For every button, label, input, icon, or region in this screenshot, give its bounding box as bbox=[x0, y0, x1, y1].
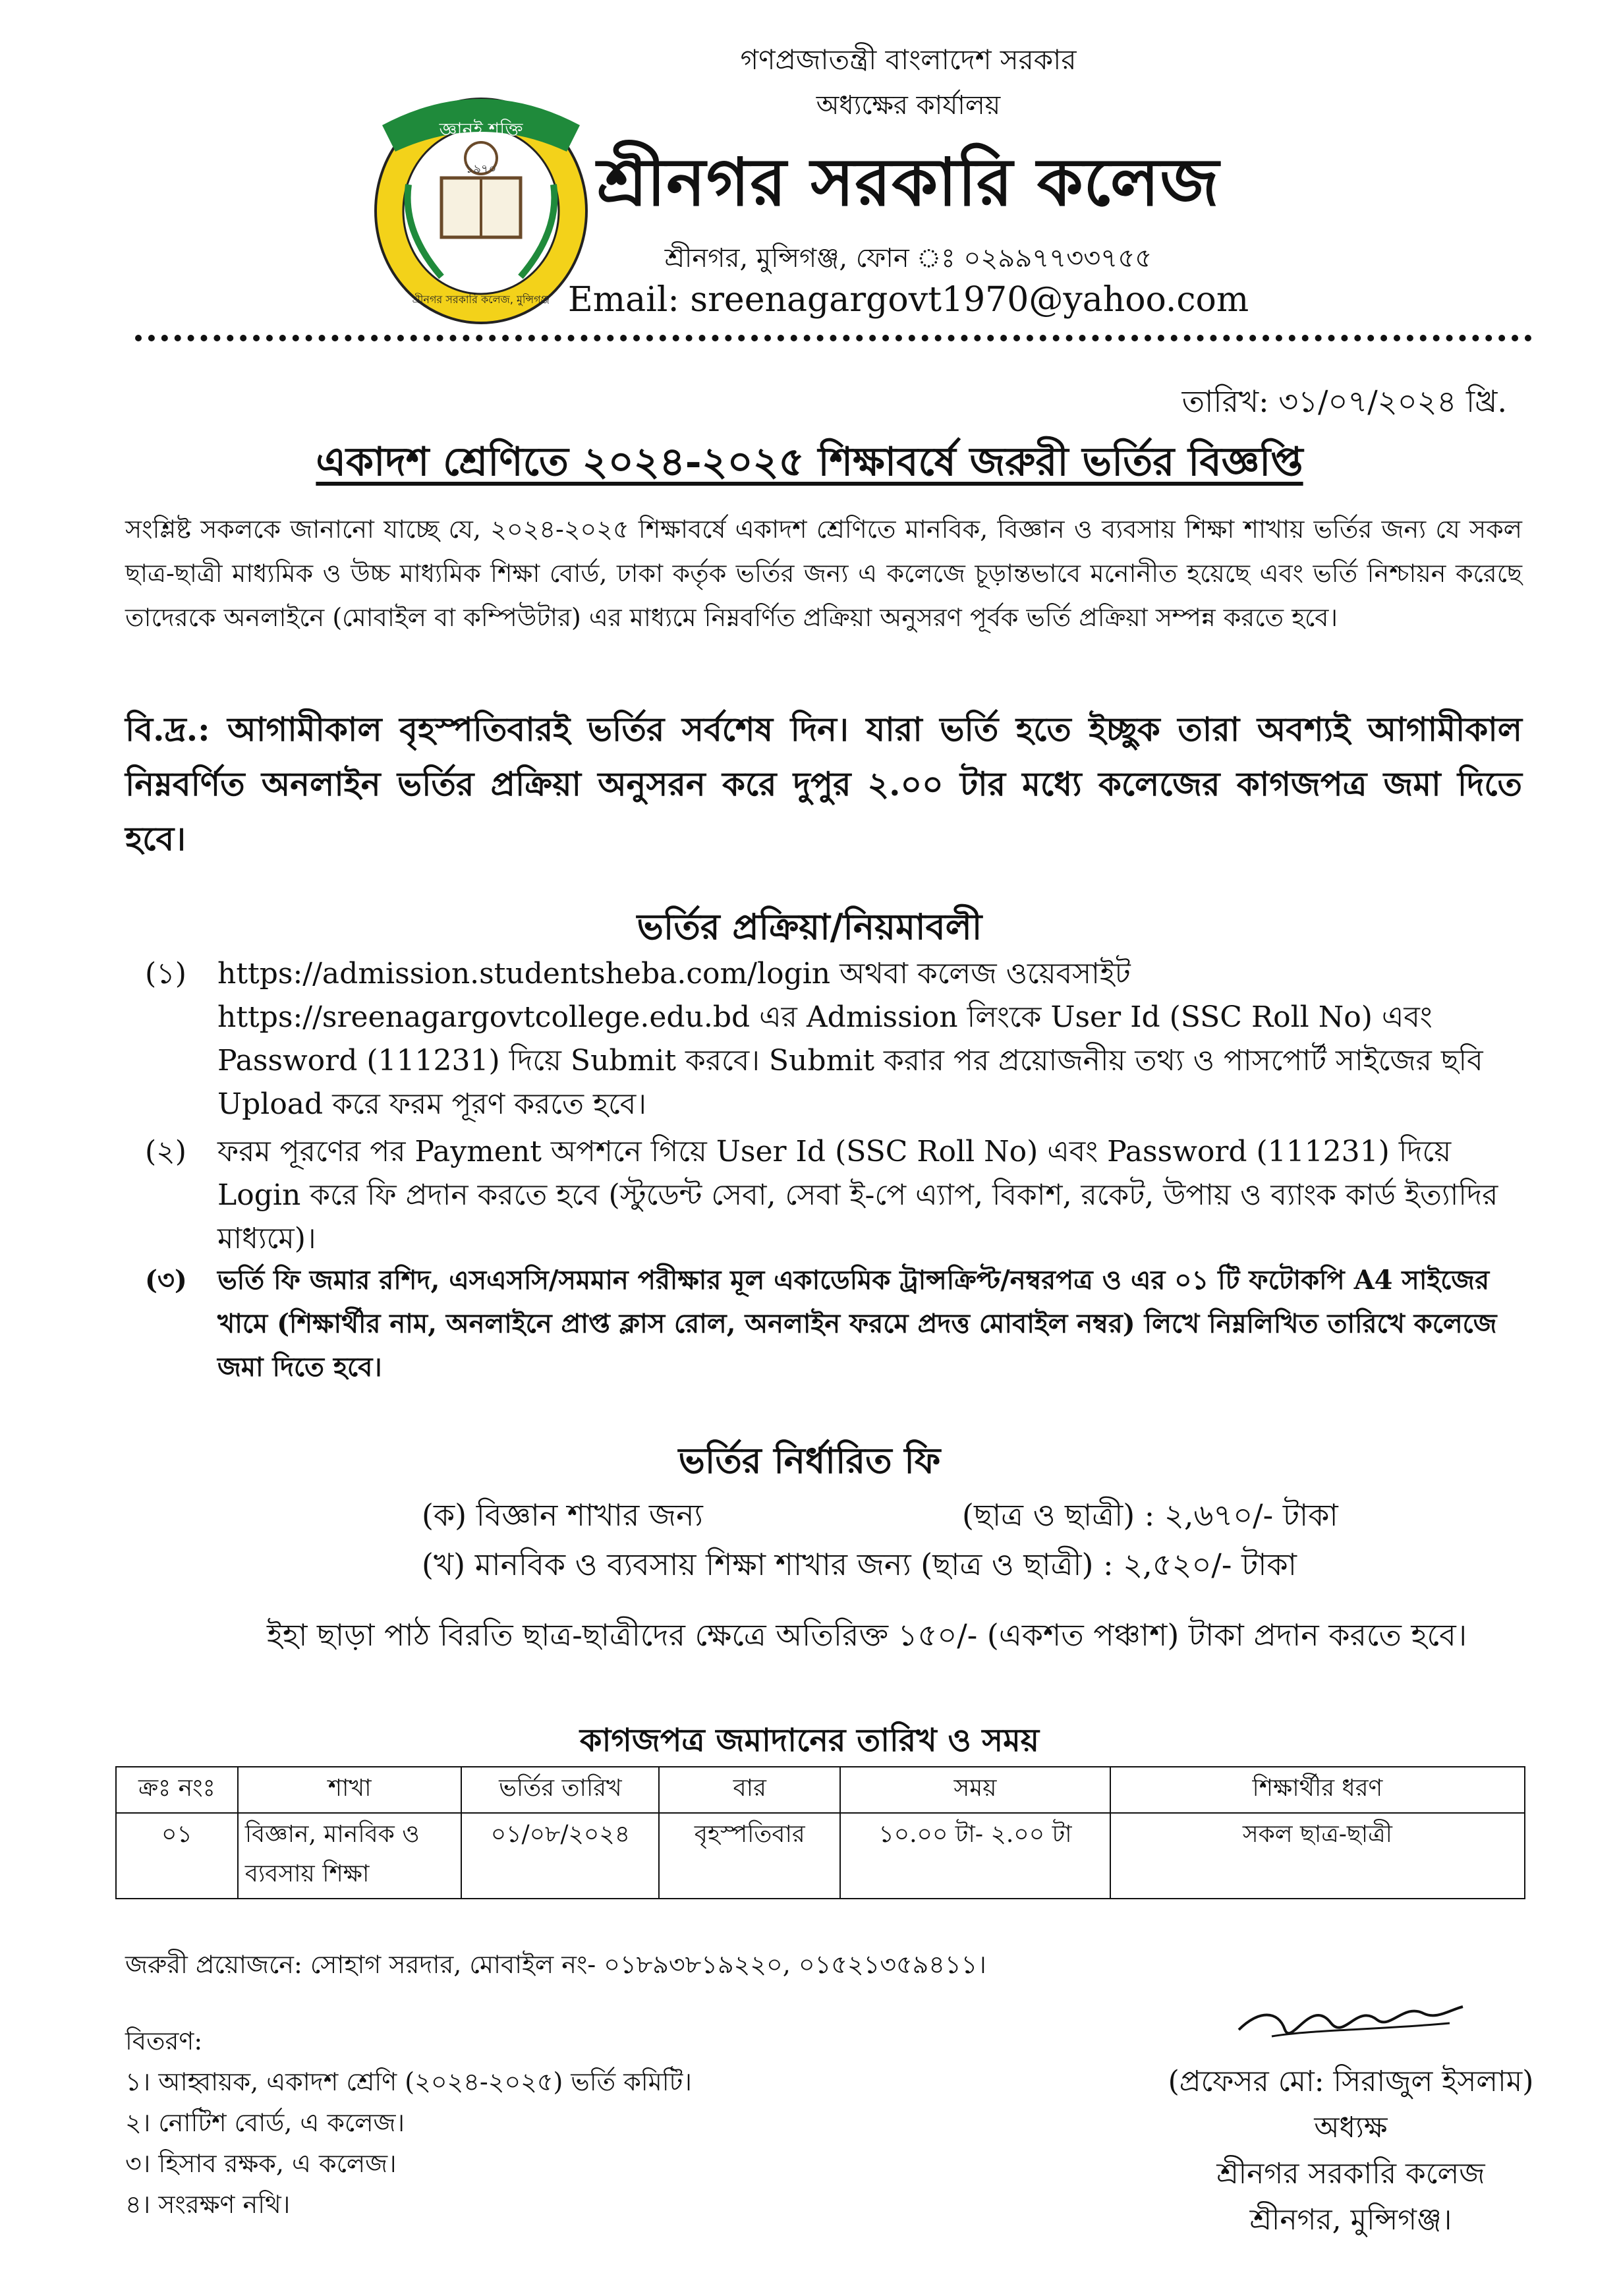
svg-text:১৯৭০: ১৯৭০ bbox=[465, 162, 497, 176]
table-cell: ১০.০০ টা- ২.০০ টা bbox=[840, 1813, 1110, 1899]
notice-date: তারিখ: ৩১/০৭/২০২৪ খ্রি. bbox=[1181, 384, 1507, 419]
step-text: ভর্তি ফি জমার রশিদ, এসএসসি/সমমান পরীক্ষার মূল একাডেমিক ট্রান্সক্রিপ্ট/নম্বরপত্র ও এর ০১ টি ফটোকপি A4 সাইজের খামে (শিক্ষার্থীর নাম, অনলাইনে প্রাপ্ত ক্লাস রোল, অনলাইন ফরমে প্রদত্ত মোবাইল নম্বর) লিখে নিম্নলিখিত তারিখে কলেজে জমা দিতে হবে। bbox=[217, 1265, 1497, 1383]
distribution-item: ২। নোটিশ বোর্ড, এ কলেজ। bbox=[125, 2108, 405, 2137]
important-note: বি.দ্র.: আগামীকাল বৃহস্পতিবারই ভর্তির সর্বশেষ দিন। যারা ভর্তি হতে ইচ্ছুক তারা অবশ্যই আগামীকাল নিম্নবর্ণিত অনলাইন ভর্তির প্রক্রিয়া অনুসরন করে দুপুর ২.০০ টার মধ্যে কলেজের কাগজপত্র জমা দিতে হবে। bbox=[125, 710, 1522, 858]
distribution-heading: বিতরণ: bbox=[125, 2026, 203, 2055]
column-header: ক্রঃ নংঃ bbox=[116, 1767, 238, 1813]
fee-science-label: (ক) বিজ্ঞান শাখার জন্য bbox=[422, 1497, 703, 1533]
procedure-step-1 bbox=[145, 952, 1522, 1126]
signature bbox=[1232, 1984, 1469, 2056]
table-cell: সকল ছাত্র-ছাত্রী bbox=[1110, 1813, 1525, 1899]
college-email: Email: sreenagargovt1970@yahoo.com bbox=[567, 280, 1249, 320]
header-divider bbox=[135, 335, 1532, 341]
intro-paragraph: সংশ্লিষ্ট সকলকে জানানো যাচ্ছে যে, ২০২৪-২০২৫ শিক্ষাবর্ষে একাদশ শ্রেণিতে মানবিক, বিজ্ঞান ও ব্যবসায় শিক্ষা শাখায় ভর্তির জন্য যে সকল ছাত্র-ছাত্রী মাধ্যমিক ও উচ্চ মাধ্যমিক শিক্ষা বোর্ড, ঢাকা কর্তৃক ভর্তির জন্য এ কলেজে চূড়ান্তভাবে মনোনীত হয়েছে এবং ভর্তি নিশ্চায়ন করেছে তাদেরকে অনলাইনে (মোবাইল বা কম্পিউটার) এর মাধ্যমে নিম্নবর্ণিত প্রক্রিয়া অনুসরণ পূর্বক ভর্তি প্রক্রিয়া সম্পন্ন করতে হবে। bbox=[125, 515, 1522, 632]
procedure-step-2 bbox=[145, 1130, 1522, 1261]
procedure-heading: ভর্তির প্রক্রিয়া/নিয়মাবলী bbox=[637, 905, 982, 948]
table-cell: বৃহস্পতিবার bbox=[659, 1813, 840, 1899]
column-header: শিক্ষার্থীর ধরণ bbox=[1110, 1767, 1525, 1813]
fee-heading: ভর্তির নির্ধারিত ফি bbox=[678, 1439, 941, 1481]
step-number: (৩) bbox=[145, 1265, 187, 1296]
column-header: বার bbox=[659, 1767, 840, 1813]
signatory-college: শ্রীনগর সরকারি কলেজ bbox=[1216, 2157, 1485, 2191]
notice-title: একাদশ শ্রেণিতে ২০২৪-২০২৫ শিক্ষাবর্ষে জরুরী ভর্তির বিজ্ঞপ্তি bbox=[316, 439, 1303, 485]
distribution-item: ৩। হিসাব রক্ষক, এ কলেজ। bbox=[125, 2149, 397, 2178]
signatory-name: (প্রফেসর মো: সিরাজুল ইসলাম) bbox=[1168, 2065, 1534, 2098]
table-cell: ০১ bbox=[116, 1813, 238, 1899]
distribution-item: ৪। সংরক্ষণ নথি। bbox=[125, 2190, 291, 2219]
svg-text:শ্রীনগর সরকারি কলেজ, মুন্সিগঞ্: শ্রীনগর সরকারি কলেজ, মুন্সিগঞ্জ bbox=[412, 293, 550, 306]
distribution-item: ১। আহ্বায়ক, একাদশ শ্রেণি (২০২৪-২০২৫) ভর্তি কমিটি। bbox=[125, 2067, 692, 2096]
table-cell: ০১/০৮/২০২৪ bbox=[461, 1813, 659, 1899]
college-address: শ্রীনগর, মুন্সিগঞ্জ, ফোন ঃ ০২৯৯৭৭৩৩৭৫৫ bbox=[664, 243, 1152, 273]
emergency-contact: জরুরী প্রয়োজনে: সোহাগ সরদার, মোবাইল নং- ০১৮৯৩৮১৯২২০, ০১৫২১৩৫৯৪১১। bbox=[125, 1950, 986, 1979]
signatory-location: শ্রীনগর, মুন্সিগঞ্জ। bbox=[1249, 2203, 1452, 2237]
college-name: শ্রীনগর সরকারি কলেজ bbox=[597, 143, 1220, 221]
fee-extra-note: ইহা ছাড়া পাঠ বিরতি ছাত্র-ছাত্রীদের ক্ষেত্রে অতিরিক্ত ১৫০/- (একশত পঞ্চাশ) টাকা প্রদান করতে হবে। bbox=[267, 1617, 1467, 1653]
schedule-table bbox=[115, 1766, 1525, 1899]
column-header: ভর্তির তারিখ bbox=[461, 1767, 659, 1813]
fee-humanities-business: (খ) মানবিক ও ব্যবসায় শিক্ষা শাখার জন্য (ছাত্র ও ছাত্রী) : ২,৫২০/- টাকা bbox=[422, 1547, 1297, 1582]
column-header: সময় bbox=[840, 1767, 1110, 1813]
step-text: ফরম পূরণের পর Payment অপশনে গিয়ে User Id (SSC Roll No) এবং Password (111231) দিয়ে Login করে ফি প্রদান করতে হবে (স্টুডেন্ট সেবা, সেবা ই-পে এ্যাপ, বিকাশ, রকেট, উপায় ও ব্যাংক কার্ড ইত্যাদির মাধ্যমে)। bbox=[217, 1135, 1498, 1255]
step-number: (২) bbox=[145, 1135, 186, 1168]
svg-text:জ্ঞানই শক্তি: জ্ঞানই শক্তি bbox=[439, 119, 523, 140]
table-cell: বিজ্ঞান, মানবিক ও ব্যবসায় শিক্ষা bbox=[238, 1813, 462, 1899]
government-name: গণপ্রজাতন্ত্রী বাংলাদেশ সরকার bbox=[740, 43, 1077, 76]
table-row bbox=[116, 1813, 1525, 1899]
step-text: https://admission.studentsheba.com/login অথবা কলেজ ওয়েবসাইট https://sreenagargovtcollege.edu.bd এর Admission লিংকে User Id (SSC Roll No) এবং Password (111231) দিয়ে Submit করবে। Submit করার পর প্রয়োজনীয় তথ্য ও পাসপোর্ট সাইজের ছবি Upload করে ফরম পূরণ করতে হবে। bbox=[217, 957, 1483, 1121]
signatory-title: অধ্যক্ষ bbox=[1314, 2111, 1388, 2144]
procedure-step-3 bbox=[145, 1259, 1522, 1389]
fee-science-amount: (ছাত্র ও ছাত্রী) : ২,৬৭০/- টাকা bbox=[962, 1497, 1338, 1533]
schedule-heading: কাগজপত্র জমাদানের তারিখ ও সময় bbox=[579, 1722, 1040, 1759]
column-header: শাখা bbox=[238, 1767, 462, 1813]
step-number: (১) bbox=[145, 957, 186, 990]
office-name: অধ্যক্ষের কার্যালয় bbox=[816, 90, 1001, 121]
table-header-row bbox=[116, 1767, 1525, 1813]
